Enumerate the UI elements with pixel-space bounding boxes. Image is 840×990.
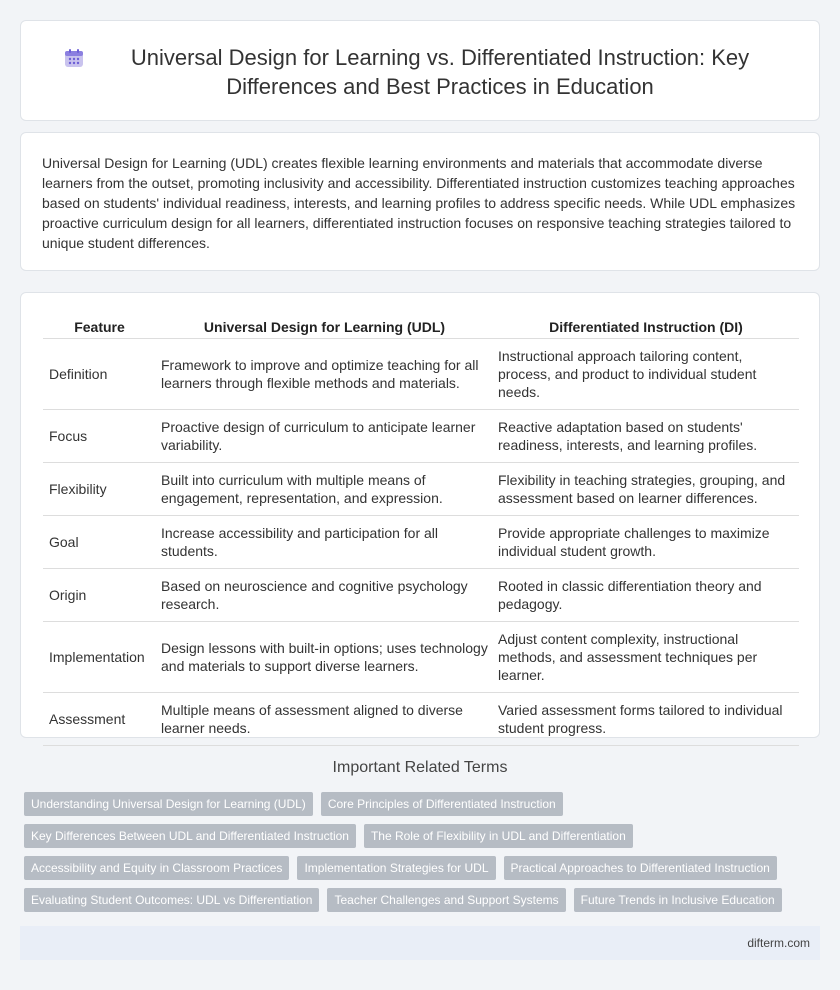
related-term-tag[interactable]: Accessibility and Equity in Classroom Practices	[24, 856, 289, 880]
related-term-tag[interactable]: Future Trends in Inclusive Education	[574, 888, 782, 912]
related-terms-row	[24, 888, 814, 912]
table-header-row	[43, 314, 799, 339]
header-feature: Feature	[43, 314, 156, 339]
cell-feature: Definition	[43, 339, 156, 410]
related-term-tag[interactable]: Core Principles of Differentiated Instruction	[321, 792, 563, 816]
comparison-card	[20, 292, 820, 738]
table-row	[43, 339, 799, 410]
title-line-2: Differences and Best Practices in Education	[226, 74, 654, 99]
cell-udl: Increase accessibility and participation for all students.	[156, 516, 493, 569]
cell-udl: Proactive design of curriculum to anticipate learner variability.	[156, 410, 493, 463]
cell-udl: Framework to improve and optimize teaching for all learners through flexible methods and materials.	[156, 339, 493, 410]
cell-di: Rooted in classic differentiation theory and pedagogy.	[493, 569, 799, 622]
table-row	[43, 463, 799, 516]
cell-di: Varied assessment forms tailored to individual student progress.	[493, 693, 799, 746]
cell-udl: Based on neuroscience and cognitive psychology research.	[156, 569, 493, 622]
cell-feature: Assessment	[43, 693, 156, 746]
calendar-icon	[63, 47, 85, 69]
cell-feature: Implementation	[43, 622, 156, 693]
table-row	[43, 569, 799, 622]
title-line-1: Universal Design for Learning vs. Differentiated Instruction: Key	[130, 45, 750, 70]
table-row	[43, 622, 799, 693]
table-row	[43, 410, 799, 463]
header-udl: Universal Design for Learning (UDL)	[156, 314, 493, 339]
cell-di: Flexibility in teaching strategies, grouping, and assessment based on learner differences.	[493, 463, 799, 516]
related-terms-row	[24, 856, 814, 880]
intro-card	[20, 132, 820, 271]
related-term-tag[interactable]: The Role of Flexibility in UDL and Differentiation	[364, 824, 633, 848]
cell-di: Adjust content complexity, instructional methods, and assessment techniques per learner.	[493, 622, 799, 693]
table-row	[43, 516, 799, 569]
related-terms-row	[24, 792, 814, 816]
related-terms-heading: Important Related Terms	[332, 759, 508, 776]
footer-site[interactable]: difterm.com	[747, 936, 810, 950]
cell-di: Provide appropriate challenges to maximize individual student growth.	[493, 516, 799, 569]
related-terms-list	[24, 792, 814, 920]
cell-udl: Multiple means of assessment aligned to diverse learner needs.	[156, 693, 493, 746]
page-title	[61, 43, 799, 101]
cell-udl: Design lessons with built-in options; uses technology and materials to support diverse learners.	[156, 622, 493, 693]
related-term-tag[interactable]: Teacher Challenges and Support Systems	[327, 888, 565, 912]
related-term-tag[interactable]: Understanding Universal Design for Learning (UDL)	[24, 792, 313, 816]
cell-di: Reactive adaptation based on students' readiness, interests, and learning profiles.	[493, 410, 799, 463]
header-di: Differentiated Instruction (DI)	[493, 314, 799, 339]
cell-feature: Focus	[43, 410, 156, 463]
cell-di: Instructional approach tailoring content, process, and product to individual student needs.	[493, 339, 799, 410]
cell-feature: Flexibility	[43, 463, 156, 516]
related-term-tag[interactable]: Practical Approaches to Differentiated Instruction	[504, 856, 777, 880]
cell-feature: Goal	[43, 516, 156, 569]
related-term-tag[interactable]: Implementation Strategies for UDL	[297, 856, 495, 880]
related-term-tag[interactable]: Key Differences Between UDL and Differentiated Instruction	[24, 824, 356, 848]
cell-feature: Origin	[43, 569, 156, 622]
comparison-table	[43, 314, 799, 746]
table-row	[43, 693, 799, 746]
cell-udl: Built into curriculum with multiple means of engagement, representation, and expression.	[156, 463, 493, 516]
intro-paragraph: Universal Design for Learning (UDL) creates flexible learning environments and materials that accommodate diverse learners from the outset, promoting inclusivity and accessibility. Differentiated instruction customizes teaching approaches based on students' individual readiness, interests, and learning profiles to address specific needs. While UDL emphasizes proactive curriculum design for all learners, differentiated instruction focuses on responsive teaching strategies tailored to unique student differences.	[42, 155, 796, 251]
footer	[20, 926, 820, 960]
header-card	[20, 20, 820, 121]
related-term-tag[interactable]: Evaluating Student Outcomes: UDL vs Differentiation	[24, 888, 319, 912]
related-terms-row	[24, 824, 814, 848]
